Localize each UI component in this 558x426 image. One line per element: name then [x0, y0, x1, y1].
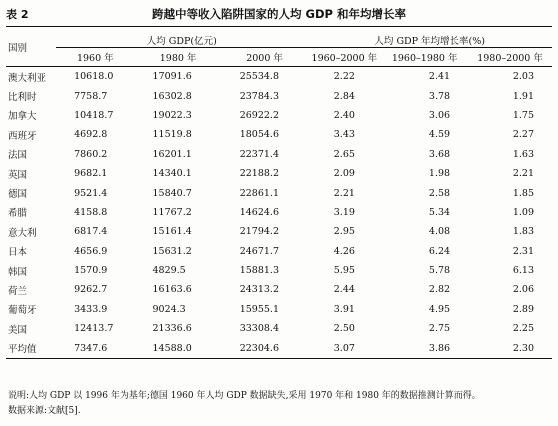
country-column-header: 国别 [8, 42, 28, 54]
gdp-2000-cell: 22304.6 [239, 342, 279, 354]
gdp-1980-cell: 11767.2 [152, 206, 192, 218]
gdp-2000-cell: 24671.7 [239, 245, 279, 257]
table-row [6, 67, 552, 87]
country-cell: 平均值 [8, 344, 37, 356]
gdp-1960-cell: 4158.8 [74, 206, 108, 218]
gdp-2000-cell: 22188.2 [239, 168, 279, 180]
period-header: 1960–2000 年 [311, 53, 378, 64]
gdp-2000-cell: 25534.8 [239, 71, 279, 83]
gdp-1960-cell: 7758.7 [74, 90, 108, 102]
country-cell: 意大利 [8, 227, 37, 239]
country-cell: 希腊 [8, 208, 28, 220]
table-row [6, 125, 552, 144]
gdp-2000-cell: 24313.2 [239, 284, 279, 296]
growth-1980-2000-cell: 1.63 [512, 148, 534, 160]
growth-1980-2000-cell: 6.13 [512, 265, 534, 277]
growth-1960-2000-cell: 2.21 [333, 187, 355, 199]
table-notes [8, 389, 481, 419]
growth-1980-2000-cell: 2.06 [512, 284, 534, 296]
country-cell: 葡萄牙 [8, 305, 37, 317]
growth-1980-2000-cell: 2.27 [512, 129, 534, 141]
growth-1960-2000-cell: 2.40 [333, 109, 355, 121]
gdp-1980-cell: 14588.0 [152, 342, 192, 354]
period-header: 1980–2000 年 [477, 53, 543, 64]
growth-1980-2000-cell: 2.89 [512, 303, 534, 315]
growth-1960-1980-cell: 4.08 [428, 226, 451, 238]
country-cell: 日本 [8, 247, 28, 259]
table-row [6, 86, 552, 105]
growth-1960-1980-cell: 4.59 [428, 129, 451, 141]
period-header: 1960–1980 年 [391, 53, 458, 64]
growth-1960-1980-cell: 6.24 [428, 245, 451, 257]
gdp-2000-cell: 22371.4 [239, 148, 279, 160]
gdp-2000-cell: 14624.6 [239, 206, 279, 218]
gdp-1960-cell: 6817.4 [74, 226, 108, 238]
table-row [6, 280, 552, 299]
gdp-1980-cell: 14340.1 [152, 168, 192, 180]
growth-1980-2000-cell: 1.75 [512, 109, 534, 121]
table-header-row-2 [6, 48, 552, 67]
gdp-1960-cell: 10618.0 [74, 71, 114, 83]
note-explanation: 说明:人均 GDP 以 1996 年为基年;德国 1960 年人均 GDP 数据缺失,采用 1970 年和 1980 年的数据推测计算而得。 [8, 391, 481, 401]
growth-1960-2000-cell: 2.95 [333, 226, 355, 238]
growth-1980-2000-cell: 2.31 [512, 245, 534, 257]
gdp-1960-cell: 10418.7 [74, 109, 114, 121]
gdp-table [6, 26, 552, 359]
table-row [6, 261, 552, 280]
growth-1960-1980-cell: 1.98 [428, 168, 451, 180]
growth-1980-2000-cell: 1.91 [512, 90, 534, 102]
growth-1960-1980-cell: 3.68 [428, 148, 451, 160]
gdp-group-header: 人均 GDP(亿元) [56, 27, 307, 48]
gdp-1980-cell: 15840.7 [152, 187, 192, 199]
country-cell: 加拿大 [8, 111, 37, 123]
growth-1980-2000-cell: 1.09 [512, 206, 534, 218]
gdp-1980-cell: 15631.2 [152, 245, 192, 257]
gdp-1980-cell: 16302.8 [152, 90, 192, 102]
note-source: 数据来源:文献[5]. [8, 406, 81, 416]
gdp-1960-cell: 4656.9 [74, 245, 108, 257]
gdp-1980-cell: 9024.3 [152, 303, 186, 315]
table-row [6, 338, 552, 358]
country-cell: 澳大利亚 [8, 72, 47, 84]
gdp-1960-cell: 9262.7 [74, 284, 108, 296]
gdp-1960-cell: 7860.2 [74, 148, 108, 160]
table-caption [6, 6, 552, 26]
growth-1960-2000-cell: 3.43 [333, 129, 355, 141]
table-row [6, 106, 552, 125]
growth-1980-2000-cell: 2.21 [512, 168, 534, 180]
growth-group-header: 人均 GDP 年均增长率(%) [307, 27, 552, 48]
growth-1960-1980-cell: 2.75 [428, 323, 451, 335]
table-row [6, 145, 552, 164]
growth-1960-1980-cell: 2.58 [428, 187, 451, 199]
gdp-1960-cell: 3433.9 [74, 303, 108, 315]
growth-1960-2000-cell: 4.26 [333, 245, 355, 257]
year-header: 1960 年 [76, 53, 114, 64]
growth-1960-2000-cell: 3.07 [333, 342, 355, 354]
table-row [6, 300, 552, 319]
country-cell: 西班牙 [8, 130, 37, 142]
growth-1960-1980-cell: 5.34 [428, 206, 451, 218]
country-cell: 德国 [8, 189, 28, 201]
gdp-1960-cell: 12413.7 [74, 323, 114, 335]
table-row [6, 319, 552, 338]
gdp-1980-cell: 11519.8 [152, 129, 192, 141]
growth-1960-1980-cell: 3.86 [428, 342, 451, 354]
growth-1960-2000-cell: 2.50 [333, 323, 355, 335]
gdp-2000-cell: 33308.4 [239, 323, 279, 335]
growth-1960-2000-cell: 2.22 [333, 71, 355, 83]
gdp-1980-cell: 16163.6 [152, 284, 192, 296]
table-row [6, 242, 552, 261]
table-header-row-1 [6, 27, 552, 48]
gdp-1980-cell: 21336.6 [152, 323, 192, 335]
year-header: 2000 年 [246, 53, 283, 64]
table-row [6, 183, 552, 202]
table-number: 表 2 [6, 8, 29, 21]
growth-1960-1980-cell: 2.82 [428, 284, 451, 296]
growth-1960-2000-cell: 5.95 [333, 265, 355, 277]
gdp-2000-cell: 15881.3 [239, 265, 279, 277]
growth-1960-1980-cell: 3.78 [428, 90, 451, 102]
growth-1980-2000-cell: 1.83 [512, 226, 534, 238]
year-header: 1980 年 [159, 53, 197, 64]
country-cell: 荷兰 [8, 285, 28, 297]
gdp-1960-cell: 7347.6 [74, 342, 108, 354]
gdp-1960-cell: 4692.8 [74, 129, 108, 141]
table-row [6, 164, 552, 183]
growth-1960-2000-cell: 2.44 [333, 284, 355, 296]
country-cell: 美国 [8, 324, 28, 336]
growth-1980-2000-cell: 2.03 [512, 71, 534, 83]
gdp-2000-cell: 26922.2 [239, 109, 279, 121]
growth-1960-2000-cell: 2.09 [333, 168, 355, 180]
gdp-1960-cell: 1570.9 [74, 265, 108, 277]
country-cell: 英国 [8, 169, 28, 181]
gdp-2000-cell: 15955.1 [239, 303, 279, 315]
growth-1980-2000-cell: 1.85 [512, 187, 534, 199]
growth-1960-1980-cell: 2.41 [428, 71, 451, 83]
country-cell: 法国 [8, 150, 28, 162]
table-title: 跨越中等收入陷阱国家的人均 GDP 和年均增长率 [152, 7, 406, 21]
gdp-1980-cell: 19022.3 [152, 109, 192, 121]
growth-1960-1980-cell: 4.95 [428, 303, 451, 315]
country-cell: 韩国 [8, 266, 28, 278]
growth-1980-2000-cell: 2.25 [512, 323, 534, 335]
gdp-1980-cell: 16201.1 [152, 148, 192, 160]
table-body [6, 67, 552, 359]
growth-1960-2000-cell: 2.84 [333, 90, 355, 102]
growth-1960-1980-cell: 5.78 [428, 265, 451, 277]
gdp-1960-cell: 9521.4 [74, 187, 108, 199]
country-cell: 比利时 [8, 92, 37, 104]
gdp-1980-cell: 17091.6 [152, 71, 192, 83]
gdp-2000-cell: 23784.3 [239, 90, 279, 102]
gdp-1980-cell: 15161.4 [152, 226, 192, 238]
growth-1960-1980-cell: 3.06 [428, 109, 451, 121]
gdp-1980-cell: 4829.5 [152, 265, 186, 277]
table-row [6, 222, 552, 241]
gdp-2000-cell: 18054.6 [239, 129, 279, 141]
gdp-1960-cell: 9682.1 [74, 168, 108, 180]
gdp-2000-cell: 22861.1 [239, 187, 279, 199]
gdp-2000-cell: 21794.2 [239, 226, 279, 238]
table-row [6, 203, 552, 222]
growth-1960-2000-cell: 3.19 [333, 206, 355, 218]
growth-1960-2000-cell: 3.91 [333, 303, 355, 315]
growth-1960-2000-cell: 2.65 [333, 148, 355, 160]
growth-1980-2000-cell: 2.30 [512, 342, 534, 354]
